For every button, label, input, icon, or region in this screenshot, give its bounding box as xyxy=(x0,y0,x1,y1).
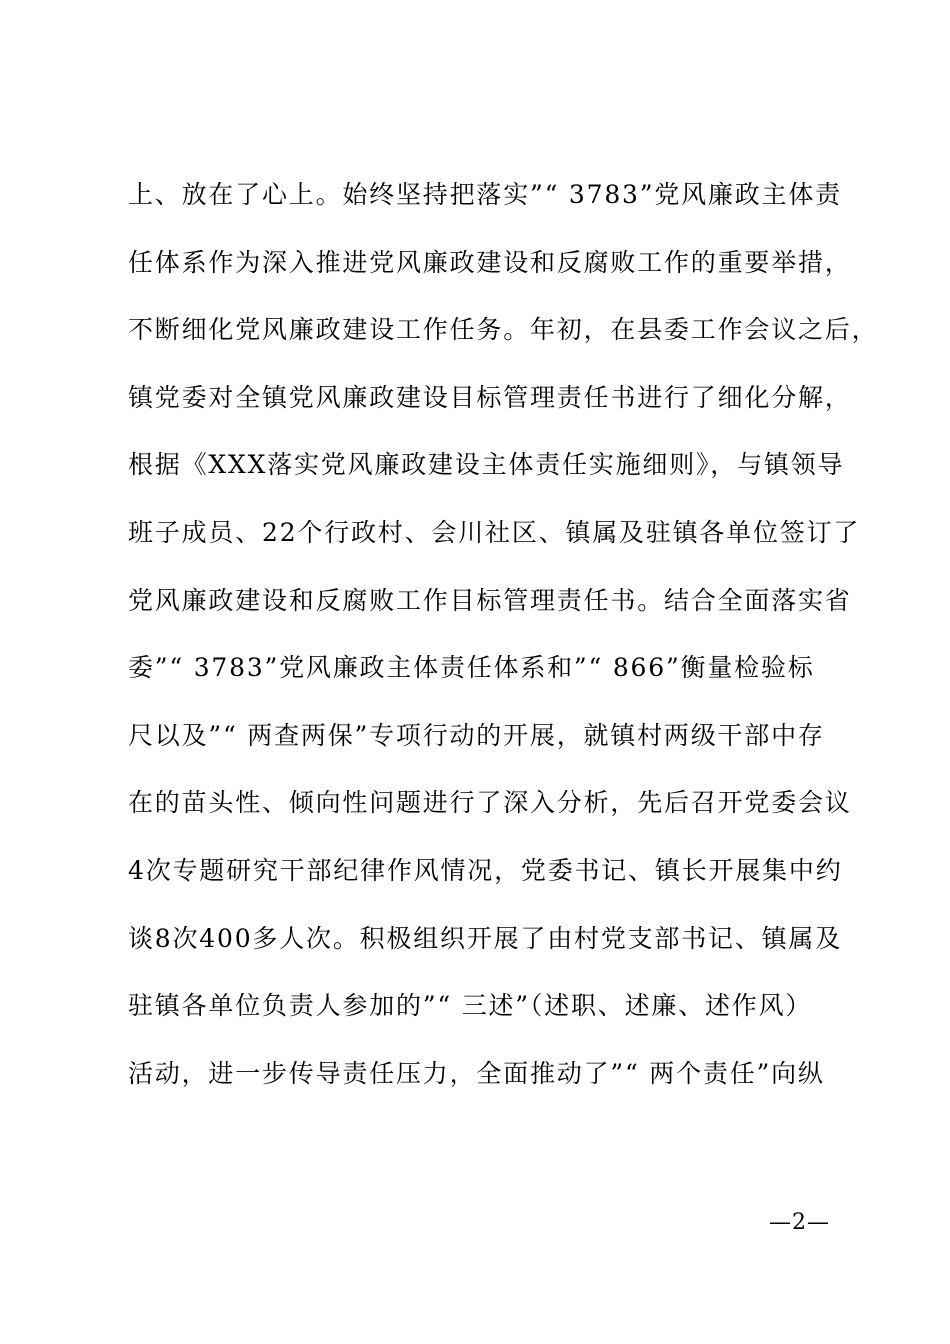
text-line-3: 不断细化党风廉政建设工作任务。年初，在县委工作会议之后， xyxy=(128,315,879,345)
text-line-13: 驻镇各单位负责人参加的”“ 三述”（述职、述廉、述作风） xyxy=(128,991,813,1021)
text-line-11: 4次专题研究干部纪律作风情况，党委书记、镇长开展集中约 xyxy=(128,855,843,885)
text-line-6: 班子成员、22个行政村、会川社区、镇属及驻镇各单位签订了 xyxy=(128,517,861,547)
text-line-9: 尺以及”“ 两查两保”专项行动的开展，就镇村两级干部中存 xyxy=(128,720,825,750)
body-text xyxy=(128,168,879,1114)
text-line-10: 在的苗头性、倾向性问题进行了深入分析，先后召开党委会议 xyxy=(128,788,852,818)
text-line-2: 任体系作为深入推进党风廉政建设和反腐败工作的重要举措， xyxy=(128,247,852,277)
page-number: —2— xyxy=(769,1210,830,1235)
text-line-1: 上、放在了心上。始终坚持把落实”“ 3783”党风廉政主体责 xyxy=(128,180,842,209)
text-line-4: 镇党委对全镇党风廉政建设目标管理责任书进行了细化分解， xyxy=(128,382,852,412)
text-line-5: 根据《XXX落实党风廉政建设主体责任实施细则》，与镇领导 xyxy=(128,450,845,480)
text-line-14: 活动，进一步传导责任压力，全面推动了”“ 两个责任”向纵 xyxy=(128,1058,825,1088)
text-line-7: 党风廉政建设和反腐败工作目标管理责任书。结合全面落实省 xyxy=(128,585,852,615)
text-line-12: 谈8次400多人次。积极组织开展了由村党支部书记、镇属及 xyxy=(128,923,843,953)
text-line-8: 委”“ 3783”党风廉政主体责任体系和”“ 866”衡量检验标 xyxy=(128,653,815,683)
